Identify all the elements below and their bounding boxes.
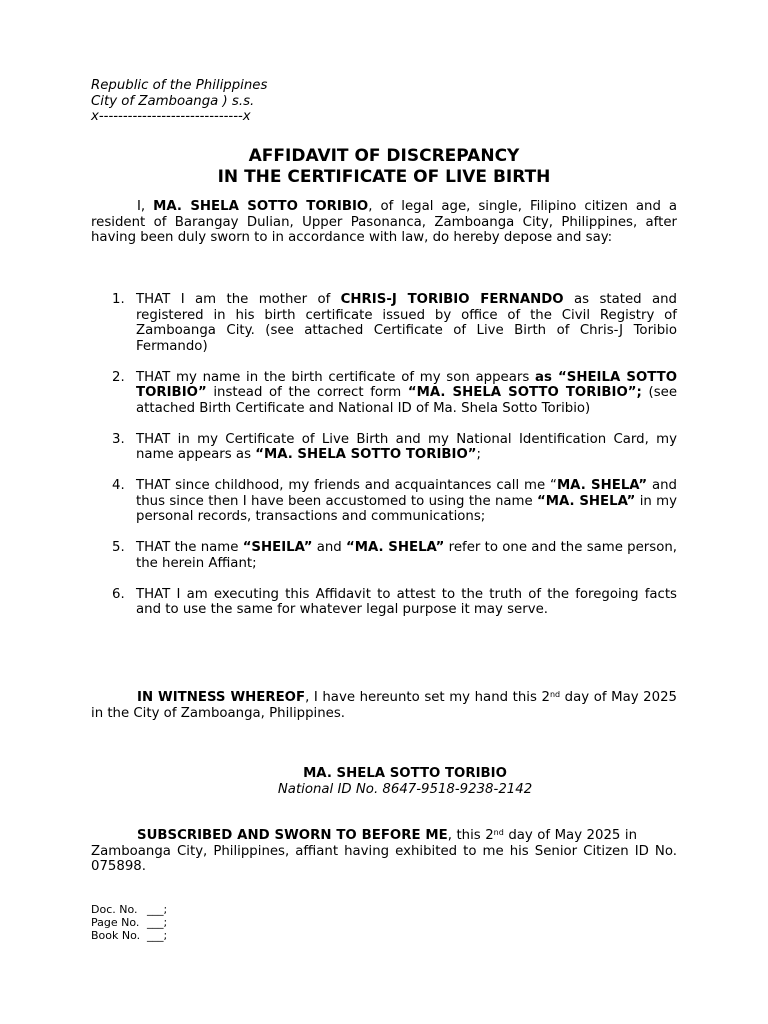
- book-no-row: [91, 929, 167, 942]
- venue-caption: [91, 78, 267, 125]
- fact-number: 4.: [112, 478, 125, 493]
- caption-separator: x------------------------------x: [91, 109, 251, 124]
- jurat-mid2: day of May 2025 in: [503, 828, 638, 843]
- fact-text: and thus since then I have been accustomed to using the name: [136, 478, 677, 509]
- fact-emphasis: “SHEILA”: [242, 540, 313, 555]
- jurat-paragraph: [91, 828, 677, 875]
- document-title: [0, 146, 768, 188]
- page-no-value: ___;: [147, 916, 168, 929]
- fact-item-6: [91, 587, 677, 618]
- doc-no-row: [91, 903, 167, 916]
- fact-text: THAT since childhood, my friends and acquaintances call me “: [136, 478, 557, 493]
- title-line-1: AFFIDAVIT OF DISCREPANCY: [248, 146, 520, 166]
- fact-emphasis: as “SHEILA SOTTO TORIBIO”: [136, 369, 677, 400]
- notarial-register: [91, 903, 167, 942]
- book-no-value: ___;: [147, 929, 168, 942]
- fact-item-4: [91, 478, 677, 525]
- fact-text: and: [312, 540, 347, 555]
- jurat-lead: SUBSCRIBED AND SWORN TO BEFORE ME: [137, 828, 448, 843]
- fact-item-2: [91, 370, 677, 417]
- fact-number: 2.: [112, 369, 125, 385]
- fact-emphasis: MA. SHELA”: [556, 478, 648, 493]
- jurat-ordinal: nd: [493, 828, 504, 837]
- intro-post: , of legal age, single, Filipino citizen and a resident of Barangay Dulian, Upper Pasonanca, Zamboanga City, Philippines, after having been duly sworn to in accordance with law, do hereby depose and say:: [91, 199, 678, 245]
- caption-republic: Republic of the Philippines: [91, 78, 268, 93]
- intro-pre: I,: [137, 199, 154, 214]
- witness-ordinal: nd: [549, 690, 561, 699]
- fact-number: 5.: [112, 540, 125, 555]
- fact-number: 6.: [112, 586, 125, 602]
- signatory-name: MA. SHELA SOTTO TORIBIO: [303, 766, 507, 781]
- fact-emphasis: “MA. SHELA”: [537, 493, 636, 509]
- fact-text: refer to one and the same person, the herein Affiant;: [136, 540, 677, 571]
- fact-item-5: [91, 540, 677, 571]
- fact-number: 3.: [112, 431, 125, 447]
- fact-emphasis: “MA. SHELA”: [346, 540, 445, 555]
- doc-no-label: Doc. No.: [91, 903, 138, 916]
- page-no-label: Page No.: [91, 916, 140, 929]
- fact-text: THAT I am the mother of: [136, 292, 341, 307]
- page-no-row: [91, 916, 167, 929]
- witness-tail: day of May 2025 in the City of Zamboanga, Philippines.: [91, 690, 677, 721]
- fact-text: THAT I am executing this Affidavit to attest to the truth of the foregoing facts and to use the same for whatever legal purpose it may serve.: [136, 586, 677, 617]
- caption-city: City of Zamboanga ) s.s.: [91, 93, 255, 109]
- intro-paragraph: [91, 199, 677, 246]
- title-line-2: IN THE CERTIFICATE OF LIVE BIRTH: [217, 167, 551, 187]
- fact-text: ;: [476, 447, 482, 462]
- fact-text: instead of the correct form: [206, 385, 408, 400]
- fact-number: 1.: [112, 292, 125, 307]
- fact-emphasis: “MA. SHELA SOTTO TORIBIO”: [255, 447, 477, 462]
- fact-item-3: [91, 432, 677, 463]
- fact-emphasis: CHRIS-J TORIBIO FERNANDO: [340, 292, 564, 307]
- fact-emphasis: “MA. SHELA SOTTO TORIBIO”;: [407, 385, 642, 400]
- fact-text: in my personal records, transactions and communications;: [136, 493, 678, 524]
- signature-block: [0, 766, 768, 797]
- jurat-mid: , this 2: [447, 828, 494, 843]
- fact-text: (see attached Birth Certificate and National ID of Ma. Shela Sotto Toribio): [136, 385, 677, 416]
- jurat-tail: Zamboanga City, Philippines, affiant having exhibited to me his Senior Citizen ID No. 075898.: [91, 843, 677, 874]
- doc-no-value: ___;: [147, 903, 168, 916]
- fact-text: THAT the name: [136, 540, 243, 555]
- national-id-line: National ID No. 8647-9518-9238-2142: [277, 781, 533, 797]
- fact-text: THAT my name in the birth certificate of my son appears: [136, 369, 535, 385]
- witness-mid: , I have hereunto set my hand this 2: [305, 690, 550, 705]
- facts-list: [91, 292, 677, 633]
- book-no-label: Book No.: [91, 929, 141, 942]
- witness-lead: IN WITNESS WHEREOF: [137, 690, 306, 705]
- witness-paragraph: [91, 690, 677, 721]
- fact-text: THAT in my Certificate of Live Birth and my National Identification Card, my name appears as: [136, 431, 677, 462]
- affiant-name: MA. SHELA SOTTO TORIBIO: [153, 199, 369, 214]
- fact-item-1: [91, 292, 677, 354]
- fact-text: as stated and registered in his birth certificate issued by office of the Civil Registry of Zamboanga City. (see attached Certificate of Live Birth of Chris-J Toribio Fermando): [136, 292, 677, 354]
